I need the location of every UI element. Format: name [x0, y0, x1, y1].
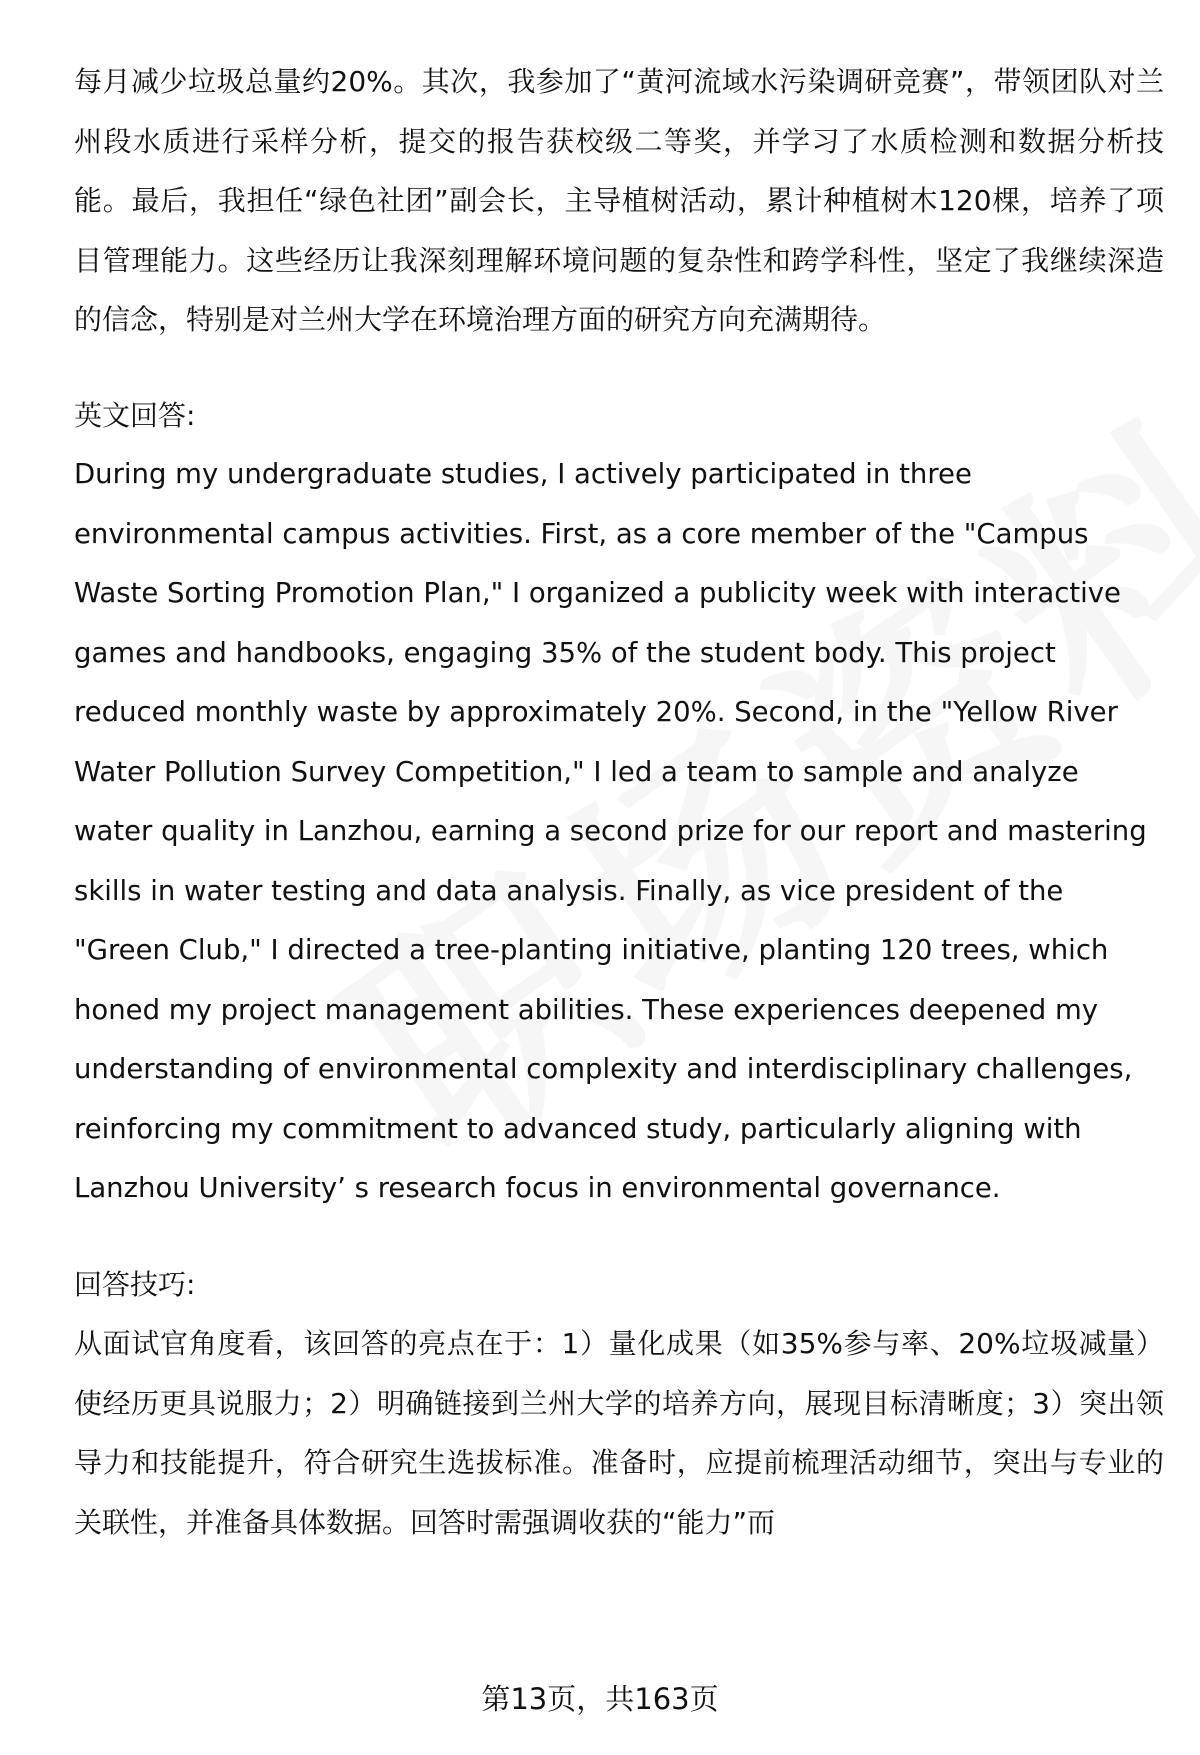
tips-paragraph: 从面试官角度看，该回答的亮点在于：1）量化成果（如35%参与率、20%垃圾减量）使经历更具说服力；2）明确链接到兰州大学的培养方向，展现目标清晰度；3）突出领导力和技能提升，符合研究生选拔标准。准备时，应提前梳理活动细节，突出与专业的关联性，并准备具体数据。回答时需强调收获的“能力”而 [74, 1327, 1164, 1539]
english-answer-paragraph: During my undergraduate studies, I actively participated in three environmental campus activities. First, as a core member of the "Campus Waste Sorting Promotion Plan," I organized a publicity week with interactive games and handbooks, engaging 35% of the student body. This project reduced monthly waste by approximately 20%. Second, in the "Yellow River Water Pollution Survey Competition," I led a team to sample and analyze water quality in Lanzhou, earning a second prize for our report and mastering skills in water testing and data analysis. Finally, as vice president of the "Green Club," I directed a tree-planting initiative, planting 120 trees, which honed my project management abilities. These experiences deepened my understanding of environmental complexity and interdisciplinary challenges, reinforcing my commitment to advanced study, particularly aligning with Lanzhou University’ s research focus in environmental governance. [74, 458, 1147, 1204]
tips-heading: 回答技巧: [74, 1267, 196, 1301]
intro-paragraph: 每月减少垃圾总量约20%。其次，我参加了“黄河流域水污染调研竞赛”，带领团队对兰州段水质进行采样分析，提交的报告获校级二等奖，并学习了水质检测和数据分析技能。最后，我担任“绿色社团”副会长，主导植树活动，累计种植树木120棵，培养了项目管理能力。这些经历让我深刻理解环境问题的复杂性和跨学科性，坚定了我继续深造的信念，特别是对兰州大学在环境治理方面的研究方向充满期待。 [74, 65, 1164, 336]
document-page [74, 52, 1164, 1552]
page-number: 第13页，共163页 [481, 1682, 719, 1716]
spacer [74, 350, 1164, 386]
spacer [74, 1219, 1164, 1255]
english-answer-heading: 英文回答: [74, 398, 196, 432]
